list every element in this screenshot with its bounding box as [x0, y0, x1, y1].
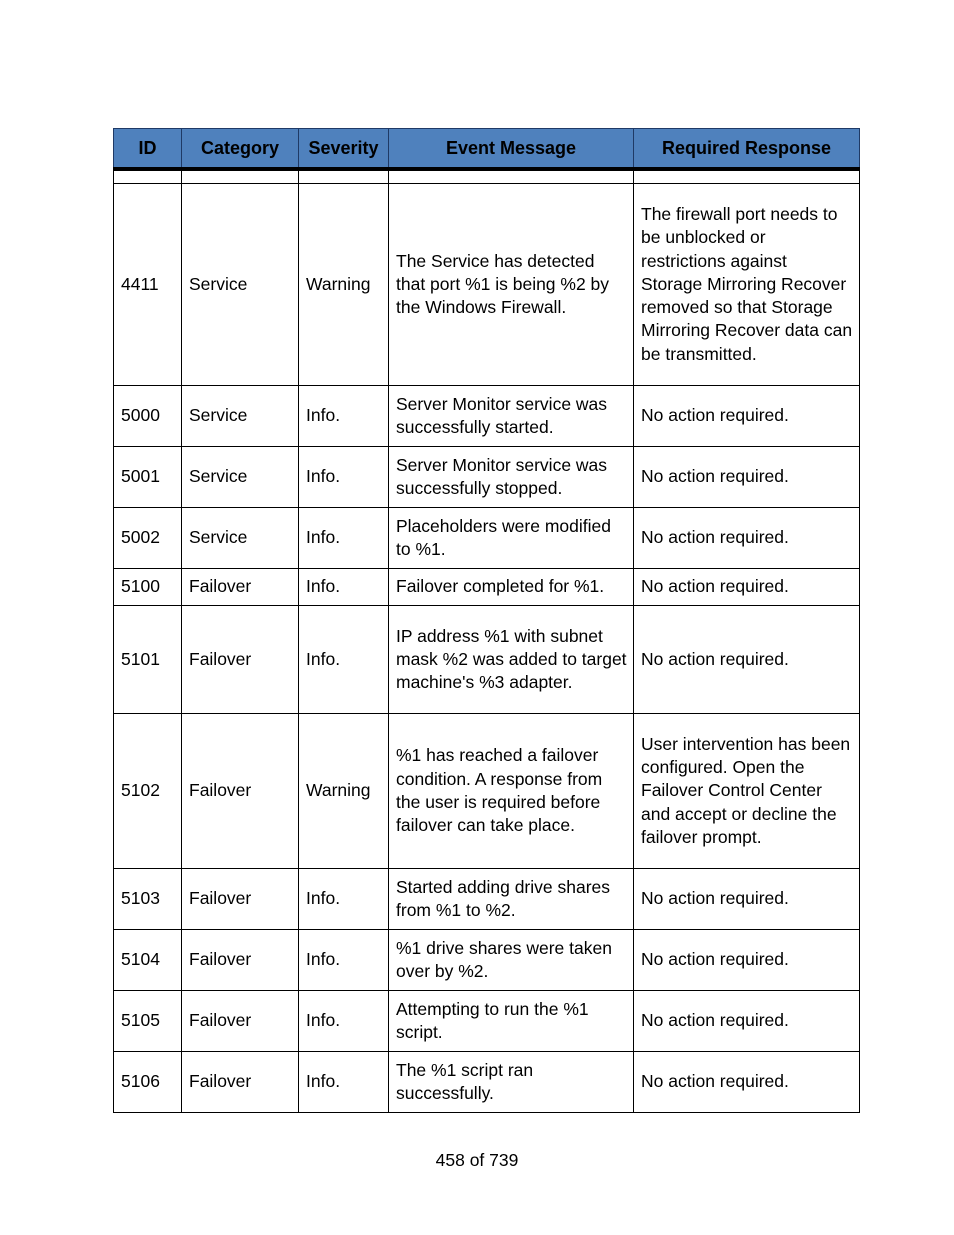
header-id: ID [114, 129, 182, 170]
cell-severity: Info. [299, 508, 389, 569]
cell-category: Service [182, 447, 299, 508]
cell-severity: Info. [299, 569, 389, 606]
header-row [114, 129, 860, 170]
table-row [114, 714, 860, 869]
cell-required-response: No action required. [634, 869, 860, 930]
cell-severity: Info. [299, 991, 389, 1052]
cell-category: Failover [182, 930, 299, 991]
cell-category: Service [182, 184, 299, 386]
cell-required-response: No action required. [634, 447, 860, 508]
cell-id: 5101 [114, 606, 182, 714]
cell-required-response: No action required. [634, 606, 860, 714]
cell-category: Failover [182, 991, 299, 1052]
cell-category: Failover [182, 714, 299, 869]
cell-id: 5102 [114, 714, 182, 869]
cell-event-message: The %1 script ran successfully. [389, 1052, 634, 1113]
cell-severity: Info. [299, 869, 389, 930]
cell-id: 5000 [114, 386, 182, 447]
cell-required-response: User intervention has been configured. Open the Failover Control Center and accept or decline the failover prompt. [634, 714, 860, 869]
header-severity: Severity [299, 129, 389, 170]
cell-event-message: %1 has reached a failover condition. A response from the user is required before failover can take place. [389, 714, 634, 869]
table-row [114, 869, 860, 930]
cell-event-message: Server Monitor service was successfully stopped. [389, 447, 634, 508]
cell-severity: Info. [299, 606, 389, 714]
cell-id: 5103 [114, 869, 182, 930]
table-row [114, 386, 860, 447]
cell-required-response: No action required. [634, 569, 860, 606]
cell-category: Failover [182, 569, 299, 606]
cell-severity: Info. [299, 447, 389, 508]
spacer-cell [634, 169, 860, 184]
cell-category: Failover [182, 869, 299, 930]
cell-category: Service [182, 508, 299, 569]
table-row [114, 508, 860, 569]
table-row [114, 930, 860, 991]
cell-id: 5104 [114, 930, 182, 991]
cell-id: 5106 [114, 1052, 182, 1113]
cell-event-message: %1 drive shares were taken over by %2. [389, 930, 634, 991]
cell-required-response: No action required. [634, 930, 860, 991]
cell-severity: Info. [299, 930, 389, 991]
cell-category: Failover [182, 1052, 299, 1113]
cell-id: 5105 [114, 991, 182, 1052]
cell-id: 5002 [114, 508, 182, 569]
spacer-row [114, 169, 860, 184]
cell-required-response: No action required. [634, 508, 860, 569]
cell-id: 4411 [114, 184, 182, 386]
spacer-cell [299, 169, 389, 184]
cell-severity: Warning [299, 714, 389, 869]
cell-id: 5001 [114, 447, 182, 508]
header-required-response: Required Response [634, 129, 860, 170]
table-row [114, 991, 860, 1052]
table-row [114, 184, 860, 386]
cell-required-response: The firewall port needs to be unblocked or restrictions against Storage Mirroring Recover removed so that Storage Mirroring Recover data can be transmitted. [634, 184, 860, 386]
cell-id: 5100 [114, 569, 182, 606]
header-category: Category [182, 129, 299, 170]
cell-severity: Warning [299, 184, 389, 386]
table-row [114, 1052, 860, 1113]
cell-event-message: Server Monitor service was successfully started. [389, 386, 634, 447]
cell-severity: Info. [299, 386, 389, 447]
cell-event-message: The Service has detected that port %1 is being %2 by the Windows Firewall. [389, 184, 634, 386]
cell-event-message: Failover completed for %1. [389, 569, 634, 606]
cell-category: Failover [182, 606, 299, 714]
spacer-cell [182, 169, 299, 184]
cell-category: Service [182, 386, 299, 447]
spacer-cell [389, 169, 634, 184]
cell-severity: Info. [299, 1052, 389, 1113]
spacer-cell [114, 169, 182, 184]
cell-required-response: No action required. [634, 386, 860, 447]
table-row [114, 447, 860, 508]
page-number: 458 of 739 [435, 1150, 519, 1170]
cell-event-message: Attempting to run the %1 script. [389, 991, 634, 1052]
cell-required-response: No action required. [634, 1052, 860, 1113]
cell-event-message: Started adding drive shares from %1 to %2. [389, 869, 634, 930]
cell-event-message: IP address %1 with subnet mask %2 was added to target machine's %3 adapter. [389, 606, 634, 714]
table-row [114, 606, 860, 714]
events-table [113, 128, 860, 1113]
cell-required-response: No action required. [634, 991, 860, 1052]
header-event-message: Event Message [389, 129, 634, 170]
cell-event-message: Placeholders were modified to %1. [389, 508, 634, 569]
table-row [114, 569, 860, 606]
